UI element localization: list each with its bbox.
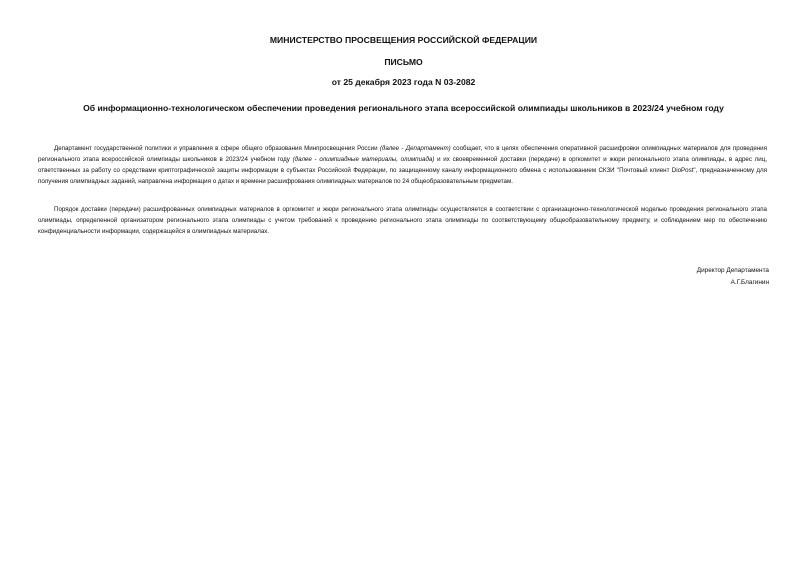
para1-italic-a: (далее - Департамент) <box>379 145 451 152</box>
signature-title: Директор Департамента <box>696 267 769 274</box>
document-date-number: от 25 декабря 2023 года N 03-2082 <box>331 77 476 87</box>
document-title: Об информационно-технологическом обеспечении проведения регионального этапа всероссийской олимпиады школьников в 2023/24 учебном году <box>83 103 724 113</box>
para1-italic-b: (далее - олимпиадные материалы, олимпиада) <box>292 156 435 163</box>
para1-text-c: и их своевременной доставки (передаче) в оргкомитет и жюри регионального этапа олимпиады, в адрес лиц, ответственных за работу со средствами криптографической защиты информации в субъектах Российской Федерации, по защищенному каналу информационного обмена с использованием СКЗИ "Почтовый клиент DioPost", предназначенному для получения олимпиадных заданий, направлена информация о датах и времени расшифрования олимпиадных материалов по 24 общеобразовательным предметам. <box>38 156 767 185</box>
body-paragraph-2: Порядок доставки (передачи) расшифрованных олимпиадных материалов в оргкомитет и жюри регионального этапа олимпиады осуществляется в соответствии с организационно-технологической моделью проведения регионального этапа олимпиады, определенной организатором регионального этапа олимпиады с учетом требований к проведению регионального этапа олимпиады по соответствующему общеобразовательному предмету, и соблюдением мер по обеспечению конфиденциальности информации, содержащейся в олимпиадных материалах. <box>38 206 767 235</box>
document-type: ПИСЬМО <box>384 57 423 67</box>
body-paragraph-1 <box>38 143 767 187</box>
para1-text-a: Департамент государственной политики и управления в сфере общего образования Минпросвещения России <box>54 145 380 152</box>
para1-text-b: сообщает, что в целях обеспечения оперативной расшифровки олимпиадных материалов для проведения регионального этапа всероссийской олимпиады школьников в 2023/24 учебном году <box>38 145 767 163</box>
ministry-name: МИНИСТЕРСТВО ПРОСВЕЩЕНИЯ РОССИЙСКОЙ ФЕДЕРАЦИИ <box>269 35 538 45</box>
signature-name: А.Г.Благинин <box>730 279 769 286</box>
